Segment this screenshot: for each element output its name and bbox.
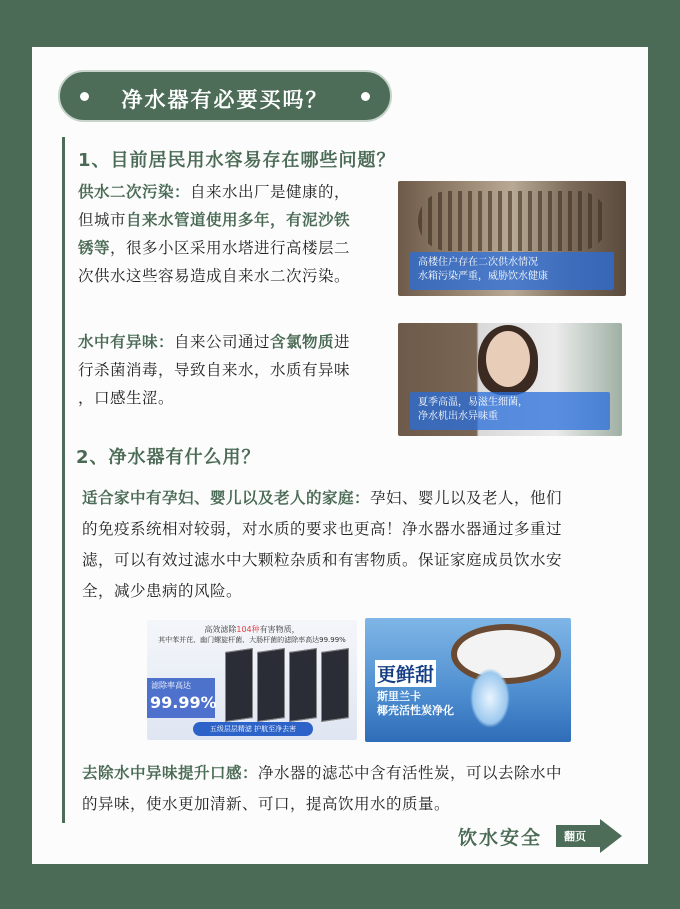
- section2-heading: 2、净水器有什么用？: [76, 447, 261, 468]
- section1-item1-text: 供水二次污染：自来水出厂是健康的， 但城市自来水管道使用多年，有泥沙铁 锈等，很多小区采用水塔进行高楼层二 次供水这些容易造成自来水二次污染。: [78, 183, 351, 285]
- coconut-carbon-ad: 更鲜甜 斯里兰卡 椰壳活性炭净化: [365, 618, 571, 742]
- section2-item2-text: 去除水中异味提升口感：净水器的滤芯中含有活性炭，可以去除水中 的异味，使水更加清新、可口，提高饮用水的质量。: [82, 764, 563, 813]
- filter-rate-badge: 滤除率高达 99.99%: [147, 678, 215, 718]
- filter-layers-ad: 高效滤除104种有害物质， 其中苯并芘、幽门螺旋杆菌、大肠杆菌的滤除率高达99.99% 滤除率高达 99.99% 五级层层精滤 护航至净去害: [147, 620, 357, 740]
- filter-layer-icon: [257, 648, 285, 722]
- title-banner: [58, 70, 392, 122]
- photo-caption: 夏季高温，易滋生细菌， 净水机出水异味重: [410, 392, 610, 430]
- filter-layer-icon: [289, 648, 317, 722]
- filter-layer-icon: [321, 648, 349, 722]
- item-label: 水中有异味：: [78, 333, 175, 351]
- item-label: 去除水中异味提升口感：: [82, 764, 259, 782]
- section1-item2-text: 水中有异味：自来公司通过含氯物质进 行杀菌消毒，导致自来水，水质有异味 ，口感生涩。: [78, 333, 351, 407]
- filter-layer-icon: [225, 648, 253, 722]
- water-tank-photo: [398, 181, 626, 296]
- woman-drinking-photo: [398, 323, 622, 436]
- vertical-divider: [62, 137, 65, 823]
- page-title: 净水器有必要买吗？: [121, 88, 329, 112]
- item-label: 适合家中有孕妇、婴儿以及老人的家庭：: [82, 489, 371, 507]
- section2-item1-text: 适合家中有孕妇、婴儿以及老人的家庭：孕妇、婴儿以及老人，他们 的免疫系统相对较弱，对水质的要求也更高！净水器水器通过多重过 滤，可以有效过滤水中大颗粒杂质和有害物质。保证家庭成员饮水安 全，减少患病的风险。: [82, 489, 563, 600]
- water-swirl-image: [470, 668, 510, 728]
- dot-right-icon: [361, 92, 370, 101]
- woman-face-image: [486, 331, 530, 387]
- next-page-button[interactable]: 翻页: [556, 819, 622, 853]
- section1-heading: 1、目前居民用水容易存在哪些问题？: [78, 150, 396, 171]
- rusty-pipes-image: [418, 191, 608, 251]
- item-label: 供水二次污染：: [78, 183, 191, 201]
- footer-tagline: 饮水安全: [458, 827, 543, 849]
- photo-caption: 高楼住户存在二次供水情况 水箱污染严重，威胁饮水健康: [410, 252, 614, 290]
